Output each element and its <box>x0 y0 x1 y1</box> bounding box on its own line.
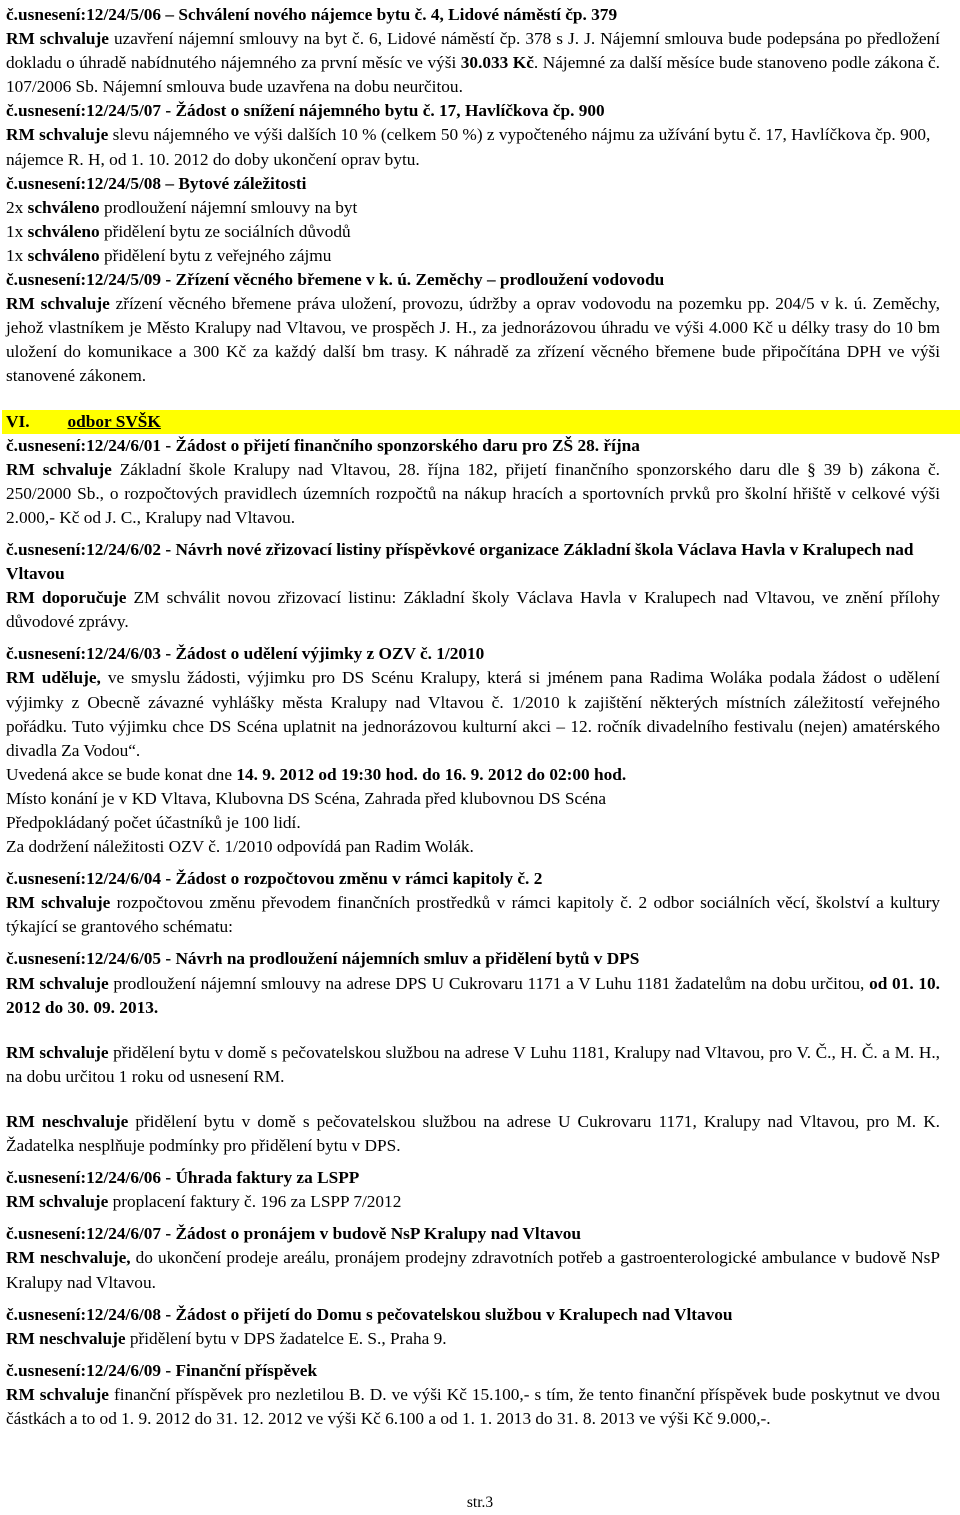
spacer <box>6 1033 940 1041</box>
decision-text: prodloužení nájemní smlouvy na adrese DPS U Cukrovaru 1171 a V Luhu 1181 žadatelům na dobu určitou, <box>108 973 870 993</box>
resolution-text <box>6 972 940 1020</box>
section-name: odbor SVŠK <box>67 411 161 431</box>
resolution-header: č.usnesení:12/24/5/09 - Zřízení věcného břemene v k. ú. Zeměchy – prodloužení vodovodu <box>6 270 665 290</box>
decision-verb: RM schvaluje <box>6 973 109 993</box>
decision-verb: RM neschvaluje, <box>6 1248 131 1268</box>
decision-verb: RM schvaluje <box>6 1042 109 1062</box>
resolution-6-06 <box>6 1166 940 1214</box>
decision-verb: RM doporučuje <box>6 588 127 608</box>
resolution-text <box>6 1190 940 1214</box>
term: od 01. 10. 2012 do 30. 09. 2013. <box>6 973 940 1017</box>
resolution-header: č.usnesení:12/24/6/09 - Finanční příspěvek <box>6 1360 318 1380</box>
spacer <box>6 1020 940 1033</box>
decision-text: Základní škole Kralupy nad Vltavou, 28. října 182, přijetí finančního sponzorského daru dle § 39 b) zákona č. 250/2000 Sb., o rozpočtových pravidlech územních rozpočtů na nákup hracích a sportovních prvků pro školní hřiště v celkové výši 2.000,- Kč od J. C., Kralupy nad Vltavou. <box>6 459 940 527</box>
count: 1x <box>6 245 28 265</box>
decision-text: přidělení bytu v domě s pečovatelskou službou na adrese U Cukrovaru 1171, Kralupy nad Vltavou, pro M. K. Žadatelka nesplňuje podmínky pro přidělení bytu v DPS. <box>6 1111 940 1156</box>
resolution-header: č.usnesení:12/24/6/04 - Žádost o rozpočtovou změnu v rámci kapitoly č. 2 <box>6 869 543 889</box>
resolution-text <box>6 1110 940 1158</box>
decision-text: prodloužení nájemní smlouvy na byt <box>99 197 358 217</box>
spacer <box>6 634 940 642</box>
resolution-header: č.usnesení:12/24/6/03 - Žádost o udělení výjimky z OZV č. 1/2010 <box>6 644 485 664</box>
spacer <box>6 939 940 947</box>
resolution-5-06 <box>6 3 940 99</box>
section-heading <box>2 410 960 434</box>
resolution-text <box>6 1383 940 1431</box>
spacer <box>6 1351 940 1359</box>
spacer <box>6 530 940 538</box>
resolution-text <box>6 458 940 530</box>
decision-text: přidělení bytu ze sociálních důvodů <box>99 221 351 241</box>
decision-verb: RM schvaluje <box>6 459 112 479</box>
decision-text: finanční příspěvek pro nezletilou B. D. ve výši Kč 15.100,- s tím, že tento finanční příspěvek bude poskytnut ve dvou částkách a to od 1. 9. 2012 do 31. 12. 2012 ve výši Kč 6.100 a od 1. 1. 2013 do 31. 8. 2013 ve výši Kč 9.000,-. <box>6 1384 940 1428</box>
resolution-6-07 <box>6 1222 940 1294</box>
decision-text: slevu nájemného ve výši dalších 10 % (celkem 50 %) z vypočteného nájmu za užívání bytu č. 17, Havlíčkova čp. 900, nájemce R. H, od 1. 10. 2012 do doby ukončení oprav bytu. <box>6 125 931 169</box>
spacer <box>6 1214 940 1222</box>
decision-text: přidělení bytu v domě s pečovatelskou službou na adrese V Luhu 1181, Kralupy nad Vltavou, pro V. Č., H. Č. a M. H., na dobu určitou 1 roku od usnesení RM. <box>6 1042 940 1086</box>
spacer <box>6 1158 940 1166</box>
resolution-text <box>6 1327 940 1351</box>
resolution-header: č.usnesení:12/24/6/06 - Úhrada faktury za LSPP <box>6 1168 360 1188</box>
list-item <box>6 220 940 244</box>
decision-verb: RM neschvaluje <box>6 1328 126 1348</box>
resolution-6-08 <box>6 1303 940 1351</box>
list-item <box>6 196 940 220</box>
resolution-5-08 <box>6 172 940 268</box>
event-date <box>6 763 940 787</box>
spacer <box>6 1102 940 1110</box>
document-body <box>6 3 940 1431</box>
decision-verb: RM schvaluje <box>6 294 110 314</box>
resolution-5-07 <box>6 99 940 171</box>
decision-text-cont: . Nájemné za další měsíce bude stanoveno podle zákona č. 107/2006 Sb. Nájemní smlouva bude uzavřena na dobu neurčitou. <box>6 53 941 97</box>
resolution-header: č.usnesení:12/24/6/08 - Žádost o přijetí do Domu s pečovatelskou službou v Kralupech nad Vltavou <box>6 1304 733 1324</box>
amount: 30.033 Kč <box>460 53 534 73</box>
resolution-6-02 <box>6 538 940 634</box>
resolution-6-05 <box>6 947 940 1158</box>
decision-text: uzavření nájemní smlouvy na byt č. 6, Lidové náměstí čp. 378 s J. J. Nájemní smlouva bude podepsána po předložení dokladu o úhradě nabídnutého nájemného za první měsíc ve výši <box>6 29 940 73</box>
resolution-6-04 <box>6 867 940 939</box>
resolution-6-01 <box>6 434 940 530</box>
spacer <box>6 859 940 867</box>
count: 2x <box>6 197 28 217</box>
resolution-header: č.usnesení:12/24/6/07 - Žádost o pronájem v budově NsP Kralupy nad Vltavou <box>6 1224 582 1244</box>
decision-verb: schváleno <box>27 245 100 265</box>
page-number: str.3 <box>466 1494 494 1511</box>
resolution-text <box>6 891 940 939</box>
decision-verb: schváleno <box>27 221 100 241</box>
spacer <box>6 1089 940 1102</box>
event-date-label: Uvedená akce se bude konat dne <box>6 764 237 784</box>
resolution-header: č.usnesení:12/24/6/01 - Žádost o přijetí finančního sponzorského daru pro ZŠ 28. října <box>6 435 640 455</box>
resolution-text <box>6 1041 940 1089</box>
resolution-6-09 <box>6 1359 940 1431</box>
resolution-text <box>6 666 940 762</box>
decision-text: ZM schválit novou zřizovací listinu: Základní školy Václava Havla v Kralupech nad Vltavou, ve znění přílohy důvodové zprávy. <box>6 588 941 632</box>
resolution-text <box>6 292 940 388</box>
event-date-value: 14. 9. 2012 od 19:30 hod. do 16. 9. 2012 do 02:00 hod. <box>236 764 627 784</box>
decision-verb: RM schvaluje <box>6 1384 109 1404</box>
resolution-header: č.usnesení:12/24/5/06 – Schválení nového nájemce bytu č. 4, Lidové náměstí čp. 379 <box>6 5 618 24</box>
resolution-6-03 <box>6 642 940 859</box>
spacer <box>6 1295 940 1303</box>
decision-text: rozpočtovou změnu převodem finančních prostředků v rámci kapitoly č. 2 odbor sociálních věcí, školství a kultury týkající se grantového schématu: <box>6 893 940 937</box>
decision-text: přidělení bytu v DPS žadatelce E. S., Praha 9. <box>125 1328 447 1348</box>
section-number: VI. <box>6 411 30 431</box>
count: 1x <box>6 221 28 241</box>
event-responsible: Za dodržení náležitosti OZV č. 1/2010 odpovídá pan Radim Wolák. <box>6 837 474 857</box>
resolution-text <box>6 123 940 171</box>
decision-text: ve smyslu žádosti, výjimku pro DS Scénu Kralupy, která si jménem pana Radima Woláka podala žádost o udělení výjimky z Obecně závazné vyhlášky města Kralupy nad Vltavou č. 1/2010 k zajištění některých místních záležitostí veřejného pořádku. Tuto výjimku chce DS Scéna uplatnit na jednorázovou kulturní akci – 12. ročník divadelního festivalu (nejen) amatérského divadla Za Vodou“. <box>6 668 940 760</box>
resolution-text <box>6 1246 940 1294</box>
list-item <box>6 244 940 268</box>
spacer <box>6 402 940 410</box>
decision-verb: schváleno <box>27 197 100 217</box>
resolution-header: č.usnesení:12/24/5/08 – Bytové záležitosti <box>6 173 307 193</box>
decision-verb: RM schvaluje <box>6 125 109 145</box>
decision-verb: RM uděluje, <box>6 668 101 688</box>
decision-text: proplacení faktury č. 196 za LSPP 7/2012 <box>108 1192 402 1212</box>
decision-verb: RM schvaluje <box>6 1192 109 1212</box>
decision-verb: RM neschvaluje <box>6 1111 129 1131</box>
decision-text: zřízení věcného břemene práva uložení, provozu, údržby a oprav vodovodu na pozemku pp. 204/5 v k. ú. Zeměchy, jehož vlastníkem je Město Kralupy nad Vltavou, ve prospěch J. H., za jednorázovou úhradu ve výši 4.000 Kč u délky trasy do 10 bm uložení do komunikace a 300 Kč za každý další bm trasy. K náhradě za zřízení věcného břemene bude připočítána DPH ve výši stanovené zákonem. <box>6 294 940 386</box>
decision-text: přidělení bytu z veřejného zájmu <box>99 245 332 265</box>
decision-text: do ukončení prodeje areálu, pronájem prodejny zdravotních potřeb a gastroenterologické ambulance v budově NsP Kralupy nad Vltavou. <box>6 1248 940 1292</box>
decision-verb: RM schvaluje <box>6 893 111 913</box>
spacer <box>6 389 940 402</box>
resolution-header: č.usnesení:12/24/6/02 - Návrh nové zřizovací listiny příspěvkové organizace Základní škola Václava Havla v Kralupech nad Vltavou <box>6 539 914 584</box>
event-attendance: Předpokládaný počet účastníků je 100 lidí. <box>6 813 301 832</box>
resolution-text <box>6 586 940 634</box>
resolution-header: č.usnesení:12/24/5/07 - Žádost o snížení nájemného bytu č. 17, Havlíčkova čp. 900 <box>6 101 605 121</box>
resolution-header: č.usnesení:12/24/6/05 - Návrh na prodloužení nájemních smluv a přidělení bytů v DPS <box>6 949 640 969</box>
decision-verb: RM schvaluje <box>6 29 109 49</box>
resolution-5-09 <box>6 268 940 388</box>
resolution-text <box>6 27 940 99</box>
event-place: Místo konání je v KD Vltava, Klubovna DS Scéna, Zahrada před klubovnou DS Scéna <box>6 788 607 808</box>
